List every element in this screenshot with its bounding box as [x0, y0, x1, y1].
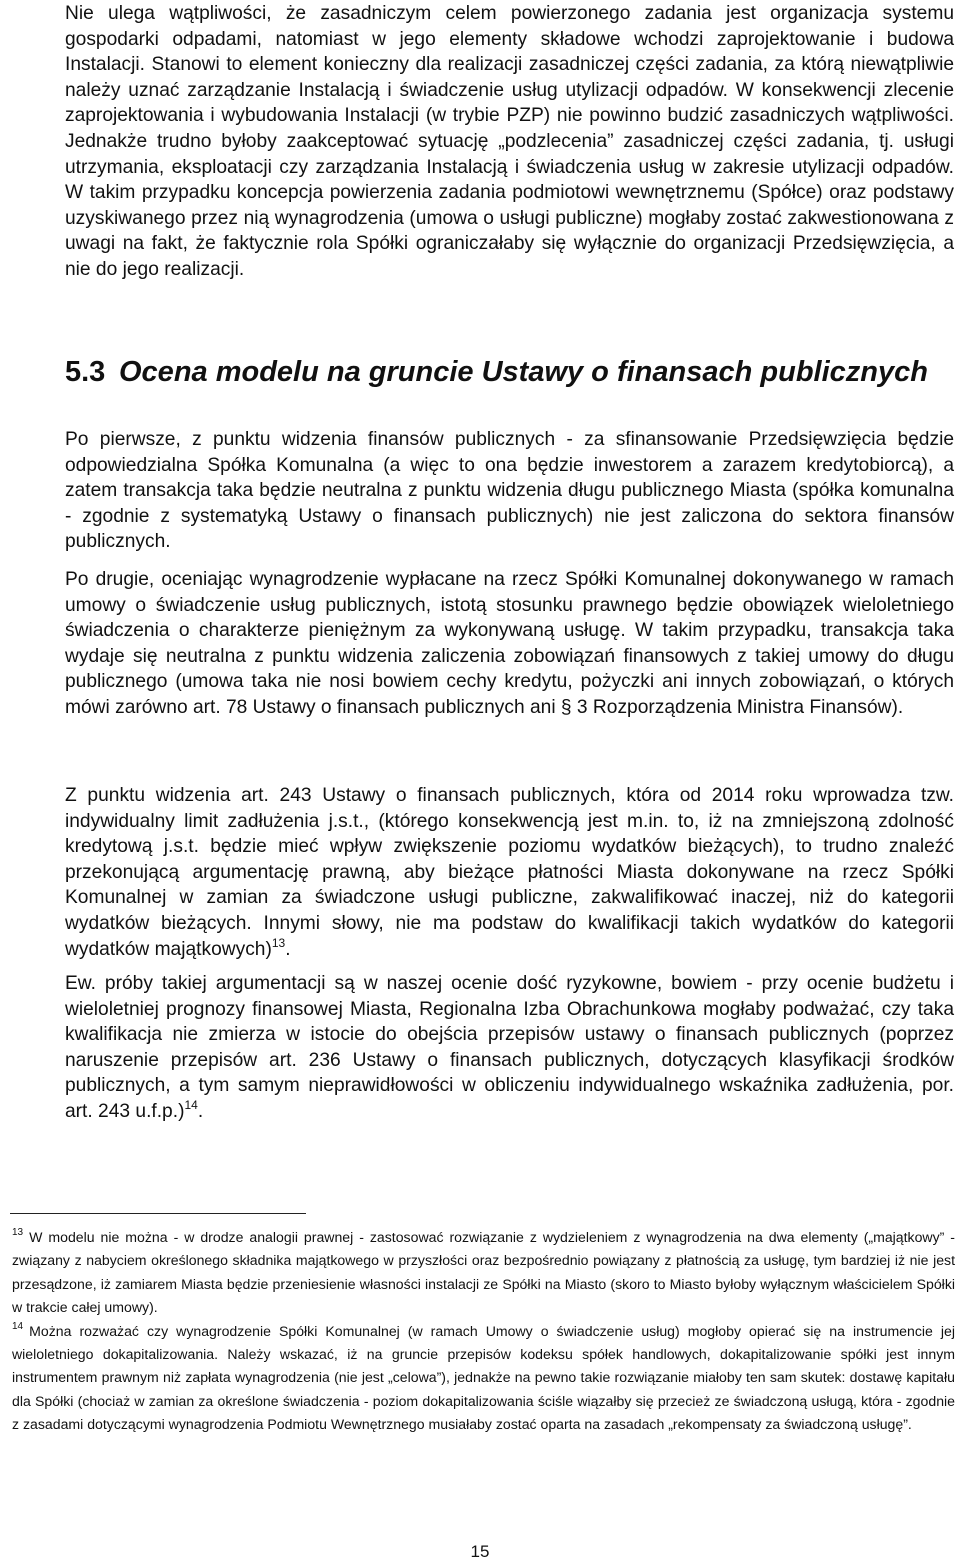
- paragraph-risk-text: Ew. próby takiej argumentacji są w naszej ocenie dość ryzykowne, bowiem - przy ocenie budżetu i wieloletniej prognozy finansowej Miasta, Regionalna Izba Obrachunkowa mogłaby podważać, czy taka kwalifikacja nie zmierza w istocie do obejścia przepisów ustawy o finansach publicznych (poprzez naruszenie przepisów art. 236 Ustawy o finansach publicznych, dotyczących klasyfikacji środków publicznych, a tym samym nieprawidłowości w obliczeniu indywidualnego wskaźnika zadłużenia, por. art. 243 u.f.p.): [65, 973, 954, 1122]
- footnote-13: [12, 1226, 955, 1320]
- footnote-text-14: Można rozważać czy wynagrodzenie Spółki Komunalnej (w ramach Umowy o świadczenie usług) mogłoby opierać się na instrumencie jej wieloletniego dokapitalizowania. Należy wskazać, iż na gruncie przepisów kodeksu spółek handlowych, dokapitalizowanie spółki jest innym instrumentem prawnym niż zapłata wynagrodzenia (nie jest „celowa”), jednakże na pewno takie rozwiązanie miałoby ten sam skutek: dostawę kapitału dla Spółki (chociaż w zamian za określone świadczenia - poziom dokapitalizowania ściśle wiązałby się przecież ze świadczoną usługą, która - zgodnie z zasadami dotyczącymi wynagrodzenia Podmiotu Wewnętrznego musiałaby zostać oparta na zasadach „rekompensaty za świadczoną usługę”.: [12, 1322, 955, 1433]
- footnote-text-13: W modelu nie można - w drodze analogii prawnej - zastosować rozwiązanie z wydzieleniem z wynagrodzenia na dwa elementy („majątkowy” - związany z nabyciem określonego składnika majątkowego w przyszłości oraz bezpośrednio powiązany z płatnością za usługę, tym bardziej iż nie jest przesądzone, iż zamiarem Miasta będzie przeniesienie własności instalacji ze Spółki na Miasto (skoro to Miasto byłoby wyłącznym właścicielem Spółki w trakcie całej umowy).: [12, 1229, 955, 1316]
- paragraph-art-243-text: Z punktu widzenia art. 243 Ustawy o finansach publicznych, która od 2014 roku wprowadza tzw. indywidualny limit zadłużenia j.s.t., (którego konsekwencją jest m.in. to, iż na zmniejszoną zdolność kredytową j.s.t. będzie mieć wpływ zwiększenie poziomu wydatków bieżących), to trudno znaleźć przekonującą argumentację prawną, aby bieżące płatności Miasta dokonywane na rzecz Spółki Komunalnej w zamian za świadczone usługi publiczne, zakwalifikować inaczej, niż do kategorii wydatków bieżących. Innymi słowy, nie ma podstaw do kwalifikacji takich wydatków do kategorii wydatków majątkowych): [65, 785, 954, 960]
- footnote-14: [12, 1320, 955, 1437]
- footnote-ref-14[interactable]: 14: [184, 1097, 198, 1112]
- page-number: 15: [470, 1542, 490, 1561]
- paragraph-art-243-end: .: [285, 938, 291, 960]
- section-heading: [65, 355, 956, 389]
- paragraph-risk-end: .: [197, 1100, 204, 1122]
- paragraph-intro: Nie ulega wątpliwości, że zasadniczym celem powierzonego zadania jest organizacja systemu gospodarki odpadami, natomiast w jego elementy składowe wchodzi zaprojektowanie i budowa Instalacji. Stanowi to element konieczny dla realizacji zasadniczej części zadania, za którą niewątpliwie należy uznać zarządzanie Instalacją i świadczenie usług utylizacji odpadów. W konsekwencji zlecenie zaprojektowania i wybudowania Instalacji (w trybie PZP) nie powinno budzić zasadniczych wątpliwości. Jednakże trudno byłoby zaakceptować sytuację „podzlecenia” zasadniczej części zadania, tj. usługi utrzymania, eksploatacji czy zarządzania Instalacją i świadczenia usług w zakresie utylizacji odpadów. W takim przypadku koncepcja powierzenia zadania podmiotowi wewnętrznemu (Spółce) oraz podstawy uzyskiwanego przez nią wynagrodzenia (umowa o usługi publiczne) mogłaby zostać zakwestionowana z uwagi na fakt, że faktycznie rola Spółki ograniczałaby się wyłącznie do organizacji Przedsięwzięcia, a nie do jego realizacji.: [65, 3, 954, 280]
- footnote-marker-13: 13: [12, 1227, 24, 1238]
- section-number: 5.3: [65, 356, 106, 388]
- paragraph-art-243: [65, 783, 954, 962]
- paragraph-first-point: Po pierwsze, z punktu widzenia finansów publicznych - za sfinansowanie Przedsięwzięcia będzie odpowiedzialna Spółka Komunalna (a więc to ona będzie inwestorem a zarazem kredytobiorcą), a zatem transakcja taka będzie neutralna z punktu widzenia długu publicznego Miasta (spółka komunalna - zgodnie z systematyką Ustawy o finansach publicznych) nie jest zaliczona do sektora finansów publicznych.: [65, 429, 954, 553]
- footnote-separator: [10, 1213, 306, 1214]
- footnote-marker-14: 14: [12, 1320, 24, 1332]
- footnotes: [12, 1226, 955, 1437]
- paragraph-risk: [65, 971, 954, 1125]
- paragraph-second-point: Po drugie, oceniając wynagrodzenie wypłacane na rzecz Spółki Komunalnej dokonywanego w ramach umowy o świadczenie usług publicznych, istotą stosunku prawnego będzie obowiązek wieloletniego świadczenia o charakterze pieniężnym za wykonywaną usługę. W takim przypadku, transakcja taka wydaje się neutralna z punktu widzenia zaliczenia zobowiązań finansowych z takiej umowy do długu publicznego (umowa taka nie nosi bowiem cechy kredytu, pożyczki ani innych zobowiązań, o których mówi zarówno art. 78 Ustawy o finansach publicznych ani § 3 Rozporządzenia Ministra Finansów).: [65, 569, 954, 718]
- footnote-ref-13[interactable]: 13: [271, 935, 286, 950]
- section-title: Ocena modelu na gruncie Ustawy o finansach publicznych: [119, 356, 928, 388]
